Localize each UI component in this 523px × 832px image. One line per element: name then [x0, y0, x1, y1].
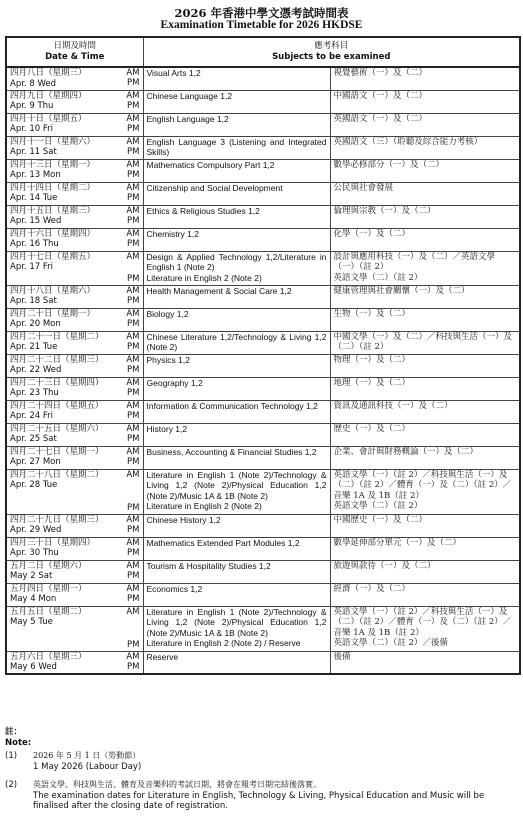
am-label: AM	[126, 159, 140, 170]
note-1-number: (1)	[5, 751, 18, 761]
pm-label: PM	[127, 215, 140, 226]
subject-zh: 化學（一）及（二）	[333, 228, 411, 239]
am-label: AM	[126, 651, 140, 662]
subject-zh: 中國語文（一）及（二）	[333, 90, 428, 101]
subject-en: Chinese Language 1,2	[146, 90, 233, 101]
subject-en-cell	[143, 514, 330, 537]
subject-zh: 中國文學（一）及（二）／科技與生活（一）及（二）（註 2）	[333, 331, 513, 352]
subject-zh: 經濟（一）及（二）	[333, 583, 411, 594]
subject-en: Chinese History 1,2	[146, 514, 221, 525]
note-1-zh: 2026 年 5 月 1 日（勞動節）	[33, 751, 141, 760]
date-en: Apr. 25 Sat	[10, 434, 57, 444]
pm-label: PM	[127, 238, 140, 249]
session-labels	[126, 309, 139, 331]
subject-zh-cell	[330, 285, 520, 308]
date-zh: 四月三十日（星期四）	[10, 537, 96, 548]
pm-label: PM	[127, 570, 140, 581]
subject-en-cell	[143, 182, 330, 205]
table-row	[6, 90, 520, 113]
subject-zh-cell	[330, 423, 520, 446]
subject-zh-cell	[330, 182, 520, 205]
subject-en-cell	[143, 205, 330, 228]
subject-en: Physics 1,2	[146, 354, 190, 365]
pm-label: PM	[127, 524, 140, 535]
subject-en-cell	[143, 113, 330, 136]
am-label: AM	[126, 560, 140, 571]
date-en: Apr. 22 Wed	[10, 365, 62, 375]
subject-zh: 地理（一）及（二）	[333, 377, 411, 388]
pm-label: PM	[127, 318, 140, 329]
date-cell	[6, 228, 143, 251]
date-cell	[6, 285, 143, 308]
am-label: AM	[126, 354, 140, 365]
session-labels	[126, 229, 139, 251]
subject-en-cell	[143, 377, 330, 400]
date-cell	[6, 514, 143, 537]
date-zh: 四月八日（星期三）	[10, 68, 87, 78]
session-labels	[126, 137, 139, 159]
date-zh: 四月二十四日（星期五）	[10, 400, 104, 411]
subject-en: Information & Communication Technology 1,2	[146, 400, 318, 411]
session-labels	[126, 378, 139, 400]
subject-zh-cell	[330, 583, 520, 606]
subject-en: History 1,2	[146, 423, 188, 434]
date-cell	[6, 113, 143, 136]
subject-en: Mathematics Compulsory Part 1,2	[146, 159, 275, 170]
session-labels	[126, 652, 139, 674]
date-cell	[6, 308, 143, 331]
table-row	[6, 308, 520, 331]
date-zh: 四月十一日（星期六）	[10, 136, 96, 147]
pm-label: PM	[127, 387, 140, 398]
subject-zh-cell	[330, 606, 520, 651]
date-cell	[6, 90, 143, 113]
subject-en-cell	[143, 469, 330, 514]
subject-en: Tourism & Hospitality Studies 1,2	[146, 560, 271, 571]
subject-zh-cell	[330, 159, 520, 182]
date-zh: 四月二十五日（星期六）	[10, 423, 104, 434]
session-labels	[126, 470, 139, 514]
subject-en-pm: Literature in English 2 (Note 2)	[146, 501, 262, 511]
subject-en: Ethics & Religious Studies 1,2	[146, 205, 260, 216]
table-row	[6, 331, 520, 354]
date-header-zh: 日期及時間	[53, 41, 96, 51]
subject-en-cell	[143, 606, 330, 651]
pm-label: PM	[127, 192, 140, 203]
table-row	[6, 514, 520, 537]
am-label: AM	[126, 68, 140, 78]
subject-en-cell	[143, 400, 330, 423]
date-zh: 五月二日（星期六）	[10, 560, 87, 571]
am-label: AM	[126, 606, 140, 617]
subject-en-cell	[143, 537, 330, 560]
subject-en: Business, Accounting & Financial Studies 1,2	[146, 446, 317, 457]
pm-label: PM	[127, 456, 140, 467]
date-zh: 四月二十日（星期一）	[10, 308, 96, 319]
note-2-en: The examination dates for Literature in English, Technology & Living, Physical Education and Music will be finalised after the closing date of registration.	[33, 790, 485, 811]
subject-en: Reserve	[146, 651, 179, 662]
pm-label: PM	[127, 661, 140, 672]
date-en: Apr. 27 Mon	[10, 457, 61, 467]
subject-zh-pm: 英語文學（二）（註 2）	[333, 272, 423, 283]
date-cell	[6, 606, 143, 651]
subject-zh: 健康管理與社會關懷（一）及（二）	[333, 285, 470, 296]
date-zh: 四月十五日（星期三）	[10, 205, 96, 216]
notes-label-en: Note:	[5, 737, 32, 748]
pm-label: PM	[127, 364, 140, 375]
page-title-english: Examination Timetable for 2026 HKDSE	[160, 19, 363, 31]
date-en: Apr. 23 Thu	[10, 388, 59, 398]
date-zh: 四月十四日（星期二）	[10, 182, 96, 193]
subject-zh-cell	[330, 469, 520, 514]
subject-en-cell	[143, 331, 330, 354]
subject-zh-cell	[330, 537, 520, 560]
session-labels	[126, 561, 139, 583]
subject-en: Literature in English 1 (Note 2)/Technology & Living 1,2 (Note 2)/Physical Education 1,2 (Note 2)/Music 1A & 1B (Note 2)	[146, 469, 327, 501]
am-label: AM	[126, 136, 140, 147]
note-1-en: 1 May 2026 (Labour Day)	[33, 761, 142, 772]
subject-en-cell	[143, 90, 330, 113]
pm-label: PM	[127, 295, 140, 306]
subject-en-cell	[143, 354, 330, 377]
date-zh: 四月二十一日（星期二）	[10, 331, 104, 342]
date-en: Apr. 16 Thu	[10, 239, 59, 249]
date-zh: 四月十三日（星期一）	[10, 159, 96, 170]
subject-zh-cell	[330, 136, 520, 159]
date-zh: 五月六日（星期三）	[10, 651, 87, 662]
date-cell	[6, 251, 143, 285]
pm-label: PM	[127, 273, 140, 284]
subject-en: Biology 1,2	[146, 308, 189, 319]
table-row	[6, 159, 520, 182]
date-en: Apr. 15 Wed	[10, 216, 62, 226]
date-en: Apr. 30 Thu	[10, 548, 59, 558]
subject-zh-cell	[330, 90, 520, 113]
subject-en-cell	[143, 446, 330, 469]
pm-label: PM	[127, 502, 140, 513]
subject-zh-cell	[330, 308, 520, 331]
subject-zh-cell	[330, 400, 520, 423]
subject-zh-cell	[330, 67, 520, 90]
date-en: Apr. 17 Fri	[10, 262, 53, 272]
note-2-number: (2)	[5, 780, 18, 790]
session-labels	[126, 332, 139, 354]
session-labels	[126, 401, 139, 423]
subject-zh: 中國歷史（一）及（二）	[333, 514, 428, 525]
date-cell	[6, 651, 143, 674]
subject-en-cell	[143, 560, 330, 583]
pm-label: PM	[127, 169, 140, 180]
subject-zh: 視覺藝術（一）及（二）	[333, 68, 428, 78]
table-row	[6, 377, 520, 400]
date-en: Apr. 10 Fri	[10, 124, 53, 134]
subject-zh-pm: 英語文學（二）（註 2）	[333, 501, 423, 511]
date-zh: 四月二十七日（星期一）	[10, 446, 104, 457]
pm-label: PM	[127, 123, 140, 134]
date-zh: 四月二十八日（星期二）	[10, 469, 104, 480]
date-en: Apr. 24 Fri	[10, 411, 53, 421]
date-cell	[6, 423, 143, 446]
subject-zh-cell	[330, 113, 520, 136]
am-label: AM	[126, 583, 140, 594]
table-row	[6, 446, 520, 469]
am-label: AM	[126, 113, 140, 124]
am-label: AM	[126, 205, 140, 216]
subject-zh-cell	[330, 205, 520, 228]
date-en: Apr. 9 Thu	[10, 101, 54, 111]
subject-en: Citizenship and Social Development	[146, 182, 283, 193]
date-en: May 5 Tue	[10, 617, 53, 627]
date-zh: 四月十八日（星期六）	[10, 285, 96, 296]
date-en: Apr. 13 Mon	[10, 170, 61, 180]
session-labels	[126, 355, 139, 377]
date-en: Apr. 28 Tue	[10, 480, 58, 490]
subject-zh: 數學必修部分（一）及（二）	[333, 159, 445, 170]
table-row	[6, 469, 520, 514]
session-labels	[126, 584, 139, 606]
pm-label: PM	[127, 547, 140, 558]
subject-en-cell	[143, 251, 330, 285]
am-label: AM	[126, 400, 140, 411]
am-label: AM	[126, 308, 140, 319]
session-labels	[126, 91, 139, 113]
date-zh: 五月五日（星期二）	[10, 606, 87, 617]
subject-en-pm: Literature in English 2 (Note 2) / Reserve	[146, 638, 301, 648]
table-row	[6, 583, 520, 606]
date-cell	[6, 583, 143, 606]
subject-zh-cell	[330, 514, 520, 537]
date-header	[6, 37, 143, 67]
date-en: May 2 Sat	[10, 571, 53, 581]
session-labels	[126, 607, 139, 651]
am-label: AM	[126, 285, 140, 296]
session-labels	[126, 206, 139, 228]
am-label: AM	[126, 537, 140, 548]
date-header-en: Date & Time	[45, 52, 105, 62]
session-labels	[126, 538, 139, 560]
pm-label: PM	[127, 341, 140, 352]
subject-en-cell	[143, 423, 330, 446]
am-label: AM	[126, 251, 140, 262]
subject-en: English Language 3 (Listening and Integrated Skills)	[146, 136, 327, 157]
date-cell	[6, 377, 143, 400]
subject-en-cell	[143, 285, 330, 308]
subject-zh: 倫理與宗教（一）及（二）	[333, 205, 436, 216]
date-cell	[6, 331, 143, 354]
date-cell	[6, 400, 143, 423]
notes-label-zh: 註：	[5, 727, 23, 737]
subject-en: Visual Arts 1,2	[146, 68, 201, 78]
date-en: Apr. 29 Wed	[10, 525, 62, 535]
subject-en-cell	[143, 159, 330, 182]
subject-en: Chinese Literature 1,2/Technology & Living 1,2 (Note 2)	[146, 331, 327, 352]
subject-en: Chemistry 1,2	[146, 228, 199, 239]
pm-label: PM	[127, 639, 140, 650]
subject-en-cell	[143, 228, 330, 251]
subject-en-cell	[143, 583, 330, 606]
session-labels	[126, 160, 139, 182]
date-cell	[6, 446, 143, 469]
subject-header-zh: 應考科目	[314, 41, 349, 51]
table-row	[6, 205, 520, 228]
pm-label: PM	[127, 146, 140, 157]
session-labels	[126, 515, 139, 537]
table-row	[6, 182, 520, 205]
date-zh: 五月四日（星期一）	[10, 583, 87, 594]
subject-zh-cell	[330, 331, 520, 354]
subject-zh-cell	[330, 354, 520, 377]
table-row	[6, 651, 520, 674]
subject-en: Mathematics Extended Part Modules 1,2	[146, 537, 300, 548]
session-labels	[126, 183, 139, 205]
subject-zh: 英國語文（一）及（二）	[333, 113, 428, 124]
date-cell	[6, 537, 143, 560]
subject-en-cell	[143, 308, 330, 331]
date-en: Apr. 20 Mon	[10, 319, 61, 329]
date-cell	[6, 469, 143, 514]
subject-en: Health Management & Social Care 1,2	[146, 285, 292, 296]
subject-zh-cell	[330, 446, 520, 469]
am-label: AM	[126, 90, 140, 101]
subject-zh: 旅遊與款待（一）及（二）	[333, 560, 436, 571]
date-cell	[6, 182, 143, 205]
date-zh: 四月二十三日（星期四）	[10, 377, 104, 388]
pm-label: PM	[127, 78, 140, 88]
session-labels	[126, 252, 139, 285]
subject-zh: 歷史（一）及（二）	[333, 423, 411, 434]
subject-zh-cell	[330, 251, 520, 285]
subject-zh: 數學延伸部分單元（一）及（二）	[333, 537, 462, 548]
subject-zh: 企業、會計與財務概論（一）及（二）	[333, 446, 479, 457]
date-en: Apr. 14 Tue	[10, 193, 58, 203]
session-labels	[126, 424, 139, 446]
am-label: AM	[126, 446, 140, 457]
note-2-zh: 英語文學、科技與生活、體育及音樂科的考試日期，將會在報考日期完結後落實。	[33, 780, 321, 789]
table-row	[6, 251, 520, 285]
date-zh: 四月十日（星期五）	[10, 113, 87, 124]
date-cell	[6, 67, 143, 90]
date-en: May 4 Mon	[10, 594, 57, 604]
am-label: AM	[126, 182, 140, 193]
subject-zh-cell	[330, 651, 520, 674]
table-row	[6, 537, 520, 560]
subject-zh: 公民與社會發展	[333, 182, 394, 193]
session-labels	[126, 286, 139, 308]
notes-section	[5, 727, 519, 812]
date-en: Apr. 8 Wed	[10, 78, 56, 89]
subject-zh: 物理（一）及（二）	[333, 354, 411, 365]
subject-en-cell	[143, 67, 330, 90]
am-label: AM	[126, 469, 140, 480]
subject-en-pm: Literature in English 2 (Note 2)	[146, 272, 262, 283]
am-label: AM	[126, 377, 140, 388]
subject-zh-cell	[330, 228, 520, 251]
subject-zh: 設計與應用科技（一）及（二）／英語文學（一）（註 2）	[333, 251, 496, 272]
table-row	[6, 606, 520, 651]
table-row	[6, 400, 520, 423]
am-label: AM	[126, 228, 140, 239]
subject-en: Geography 1,2	[146, 377, 203, 388]
am-label: AM	[126, 331, 140, 342]
subject-en: Design & Applied Technology 1,2/Literature in English 1 (Note 2)	[146, 251, 327, 272]
pm-label: PM	[127, 593, 140, 604]
date-cell	[6, 354, 143, 377]
timetable-body	[6, 67, 520, 674]
date-zh: 四月十七日（星期五）	[10, 251, 96, 262]
session-labels	[126, 114, 139, 136]
date-en: Apr. 11 Sat	[10, 147, 57, 157]
subject-zh: 資訊及通訊科技（一）及（二）	[333, 400, 453, 411]
date-zh: 四月二十二日（星期三）	[10, 354, 104, 365]
subject-zh: 後備	[333, 651, 351, 662]
subject-zh: 英國語文（三）（聆聽及綜合能力考核）	[333, 136, 483, 147]
table-row	[6, 113, 520, 136]
note-2	[5, 780, 519, 812]
page-title-chinese: 2026 年香港中學文憑考試時間表	[174, 6, 349, 20]
table-row	[6, 136, 520, 159]
date-cell	[6, 560, 143, 583]
pm-label: PM	[127, 410, 140, 421]
subject-zh: 英語文學（一）（註 2）／科技與生活（一）及（二）（註 2）／體育（一）及（二）（註 2）／音樂 1A 及 1B（註 2）	[333, 469, 512, 501]
subject-en: Economics 1,2	[146, 583, 203, 594]
date-zh: 四月九日（星期四）	[10, 90, 87, 101]
am-label: AM	[126, 423, 140, 434]
date-zh: 四月二十九日（星期三）	[10, 514, 104, 525]
note-1	[5, 751, 519, 772]
date-cell	[6, 205, 143, 228]
subject-zh-cell	[330, 560, 520, 583]
subject-en: English Language 1,2	[146, 113, 229, 124]
date-zh: 四月十六日（星期四）	[10, 228, 96, 239]
subject-zh-cell	[330, 377, 520, 400]
session-labels	[126, 447, 139, 469]
date-en: May 6 Wed	[10, 662, 57, 672]
date-cell	[6, 159, 143, 182]
table-row	[6, 228, 520, 251]
table-row	[6, 354, 520, 377]
table-row	[6, 67, 520, 90]
subject-zh-pm: 英語文學（二）（註 2）／後備	[333, 638, 448, 648]
table-row	[6, 560, 520, 583]
table-row	[6, 285, 520, 308]
am-label: AM	[126, 514, 140, 525]
date-en: Apr. 21 Tue	[10, 342, 58, 352]
subject-en: Literature in English 1 (Note 2)/Technology & Living 1,2 (Note 2)/Physical Education 1,2 (Note 2)/Music 1A & 1B (Note 2)	[146, 606, 327, 638]
subject-header	[143, 37, 520, 67]
subject-zh: 英語文學（一）（註 2）／科技與生活（一）及（二）（註 2）／體育（一）及（二）（註 2）／音樂 1A 及 1B（註 2）	[333, 606, 512, 638]
subject-en-cell	[143, 651, 330, 674]
date-cell	[6, 136, 143, 159]
table-row	[6, 423, 520, 446]
date-en: Apr. 18 Sat	[10, 296, 57, 306]
subject-en-cell	[143, 136, 330, 159]
subject-header-en: Subjects to be examined	[272, 52, 391, 62]
session-labels	[126, 68, 139, 90]
subject-zh: 生物（一）及（二）	[333, 308, 411, 319]
pm-label: PM	[127, 433, 140, 444]
timetable	[5, 36, 521, 675]
pm-label: PM	[127, 100, 140, 111]
